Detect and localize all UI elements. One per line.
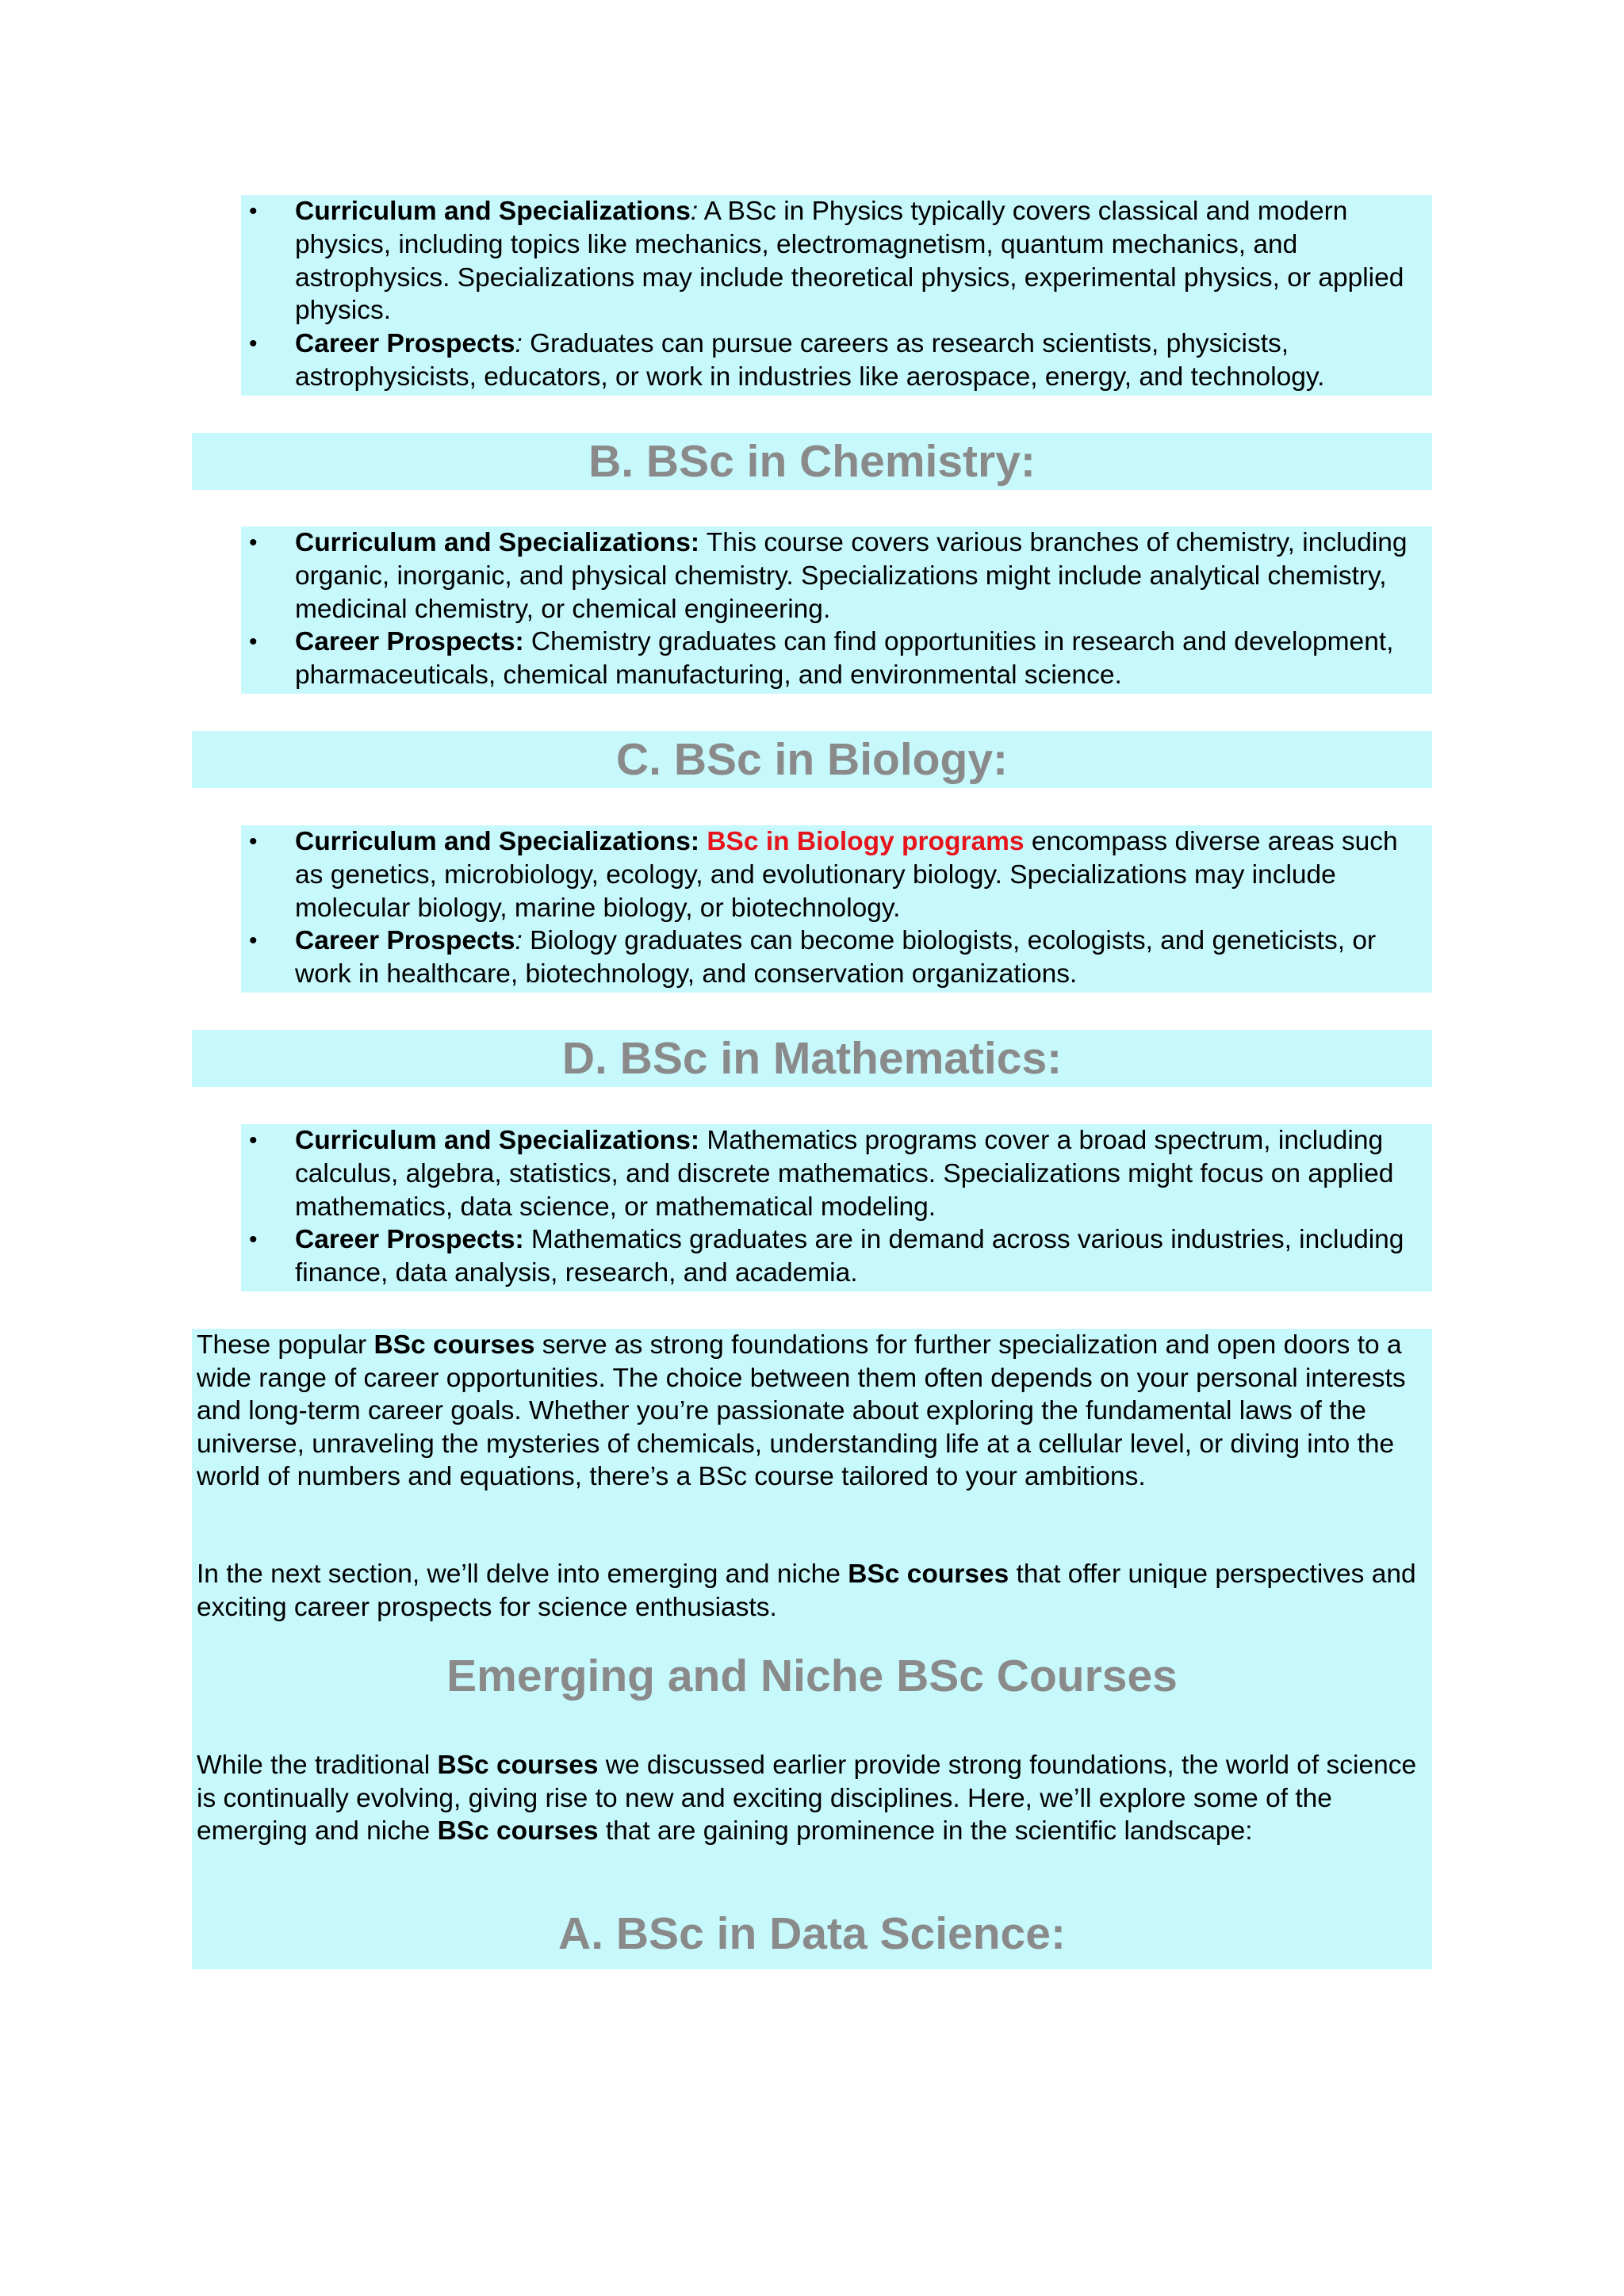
list-item — [295, 1223, 1432, 1290]
item-label: Curriculum and Specializations: — [295, 1126, 700, 1155]
list-item — [295, 924, 1432, 991]
item-separator: : — [515, 329, 523, 359]
summary-paragraph — [197, 1329, 1431, 1494]
mathematics-list — [241, 1124, 1432, 1292]
item-separator: : — [690, 197, 699, 226]
emerging-heading: Emerging and Niche BSc Courses — [446, 1651, 1178, 1701]
item-label: Career Prospects — [295, 926, 515, 956]
list-item — [295, 1124, 1432, 1223]
chemistry-heading: B. BSc in Chemistry: — [192, 433, 1432, 490]
item-label: Career Prospects — [295, 329, 515, 359]
item-separator: : — [515, 926, 523, 956]
biology-programs-link[interactable]: BSc in Biology programs — [707, 827, 1025, 856]
text-run-bold: BSc courses — [373, 1330, 535, 1360]
data-science-heading: A. BSc in Data Science: — [558, 1908, 1066, 1959]
text-run: While the traditional — [197, 1751, 438, 1780]
item-label: Curriculum and Specializations: — [295, 827, 700, 856]
item-text: This course covers various branches of chemistry, including organic, inorganic, and physical chemistry. Specializations might include analytical chemistry, medicinal chemistry, or chemical engineering. — [295, 528, 1408, 624]
list-item — [295, 327, 1432, 394]
next-section-paragraph — [197, 1558, 1431, 1624]
summary-block — [192, 1329, 1432, 1969]
text-run: In the next section, we’ll delve into emerging and niche — [197, 1559, 848, 1589]
chemistry-list — [241, 526, 1432, 694]
list-item — [295, 626, 1432, 692]
item-text: Graduates can pursue careers as research scientists, physicists, astrophysicists, educators, or work in industries like aerospace, energy, and technology. — [295, 329, 1325, 392]
item-label: Career Prospects: — [295, 627, 524, 657]
text-run: serve as strong foundations for further specialization and open doors to a wide range of career opportunities. The choice between them often depends on your personal interests and long-term career goals. Whether you’re passionate about exploring the fundamental laws of the universe, unraveling the mysteries of chemicals, understanding life at a cellular level, or diving into the world of numbers and equations, there’s a BSc course tailored to your ambitions. — [197, 1330, 1406, 1491]
text-run: that are gaining prominence in the scientific landscape: — [598, 1816, 1253, 1846]
text-run-bold: BSc courses — [437, 1751, 599, 1780]
list-item — [295, 526, 1432, 626]
physics-list — [241, 195, 1432, 396]
biology-heading: C. BSc in Biology: — [192, 731, 1432, 788]
text-run: we discussed earlier provide strong foundations, the world of science is continually evolving, giving rise to new and exciting disciplines. Here, we’ll explore some of the emerging and niche — [197, 1751, 1417, 1846]
mathematics-heading: D. BSc in Mathematics: — [192, 1030, 1432, 1087]
biology-list — [241, 825, 1432, 993]
item-label: Curriculum and Specializations: — [295, 528, 700, 557]
item-text: A BSc in Physics typically covers classical and modern physics, including topics like mechanics, electromagnetism, quantum mechanics, and astrophysics. Specializations may include theoretical physics, experimental physics, or applied physics. — [295, 197, 1404, 326]
text-run-bold: BSc courses — [848, 1559, 1009, 1589]
item-label: Career Prospects: — [295, 1225, 524, 1255]
text-run: These popular — [197, 1330, 374, 1360]
list-item — [295, 825, 1432, 924]
emerging-paragraph — [197, 1749, 1431, 1848]
item-label: Curriculum and Specializations — [295, 197, 691, 226]
text-run: that offer unique perspectives and exciting career prospects for science enthusiasts. — [197, 1559, 1416, 1622]
item-text: Mathematics graduates are in demand across various industries, including finance, data analysis, research, and academia. — [295, 1225, 1404, 1288]
item-text: Mathematics programs cover a broad spectrum, including calculus, algebra, statistics, and discrete mathematics. Specializations might focus on applied mathematics, data science, or mathematical modeling. — [295, 1126, 1394, 1222]
item-text: encompass diverse areas such as genetics, microbiology, ecology, and evolutionary biology. Specializations may include molecular biology, marine biology, or biotechnology. — [295, 827, 1398, 923]
list-item — [295, 195, 1432, 327]
item-text: Biology graduates can become biologists, ecologists, and geneticists, or work in healthcare, biotechnology, and conservation organizations. — [295, 926, 1377, 989]
item-text: Chemistry graduates can find opportunities in research and development, pharmaceuticals, chemical manufacturing, and environmental science. — [295, 627, 1394, 691]
text-run-bold: BSc courses — [437, 1816, 599, 1846]
